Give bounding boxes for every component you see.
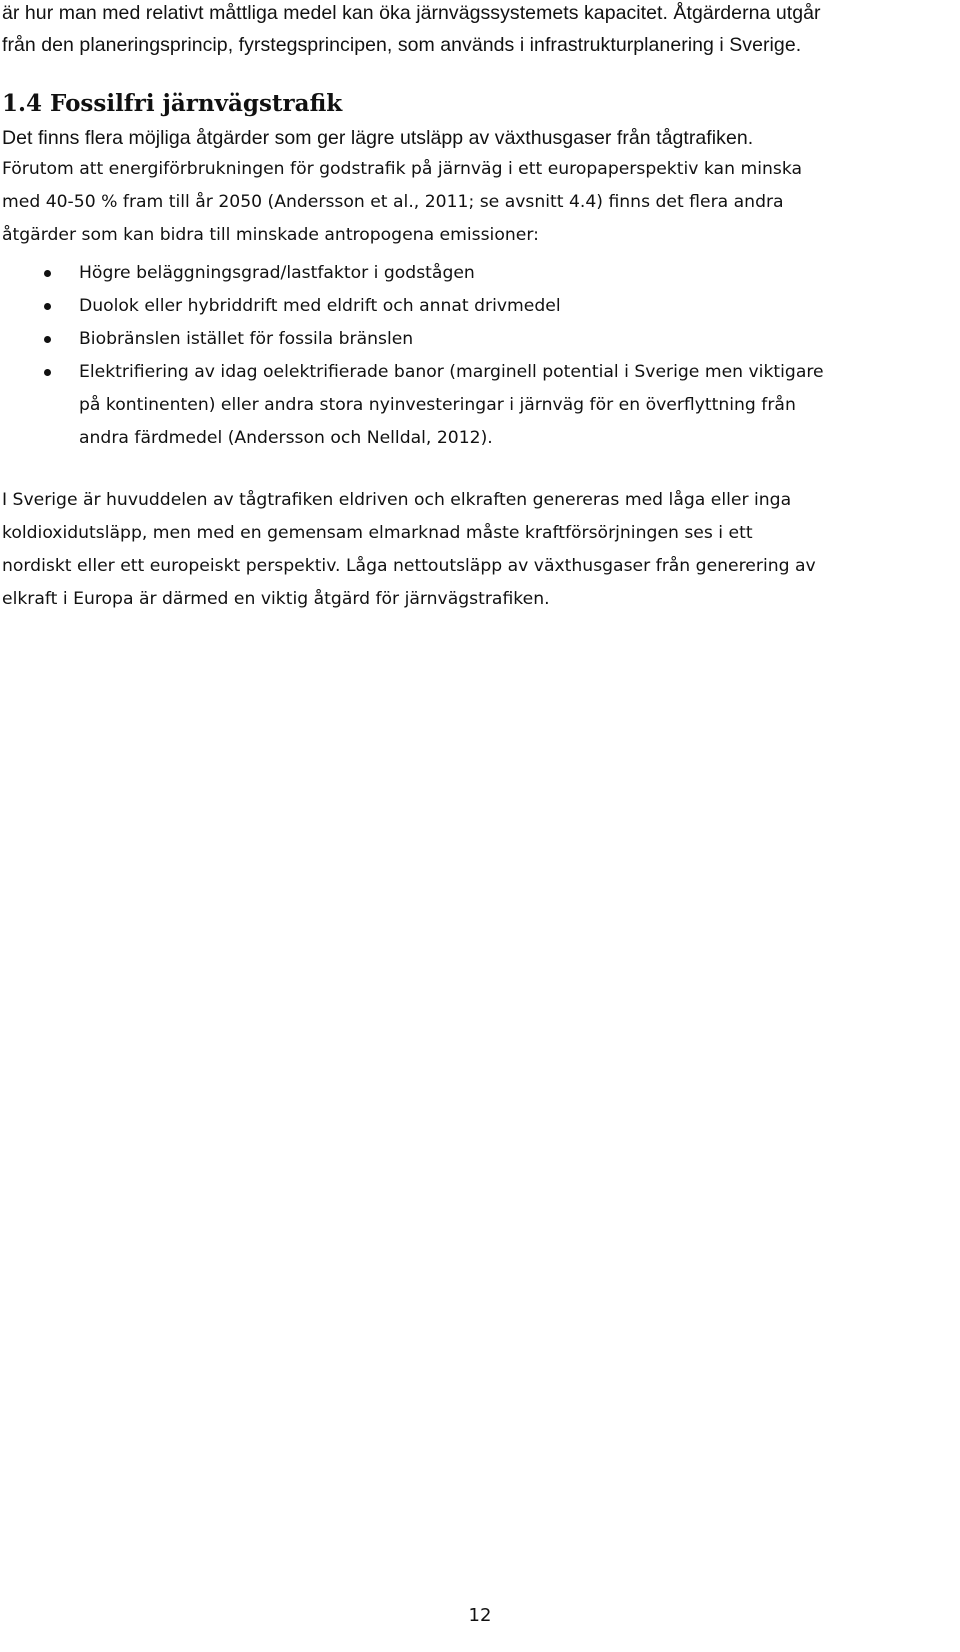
bullet-icon xyxy=(44,369,51,376)
page-number: 12 xyxy=(468,1605,492,1626)
intro-line: är hur man med relativt måttliga medel kan öka järnvägssystemets kapacitet. Åtgärderna utgår xyxy=(2,2,821,24)
section-first-line: Det finns flera möjliga åtgärder som ger lägre utsläpp av växthusgaser från tågtrafiken. xyxy=(2,127,754,149)
paragraph-line: koldioxidutsläpp, men med en gemensam elmarknad måste kraftförsörjningen ses i ett xyxy=(2,523,753,543)
section-heading: 1.4 Fossilfri järnvägstrafik xyxy=(2,90,343,117)
bullet-line: Elektrifiering av idag oelektrifierade banor (marginell potential i Sverige men viktigare xyxy=(79,362,824,382)
bullet-line: andra färdmedel (Andersson och Nelldal, 2012). xyxy=(79,428,493,448)
closing-paragraph xyxy=(2,484,942,616)
bullet-icon xyxy=(44,303,51,310)
intro-paragraph xyxy=(2,0,942,61)
paragraph-line: Förutom att energiförbrukningen för godstrafik på järnväg i ett europaperspektiv kan minska xyxy=(2,159,802,179)
bullet-line: Högre beläggningsgrad/lastfaktor i godstågen xyxy=(79,263,475,283)
paragraph-line: I Sverige är huvuddelen av tågtrafiken eldriven och elkraften genereras med låga eller inga xyxy=(2,490,792,510)
list-item xyxy=(0,290,950,323)
paragraph-line: elkraft i Europa är därmed en viktig åtgärd för järnvägstrafiken. xyxy=(2,589,550,609)
intro-line: från den planeringsprincip, fyrstegsprincipen, som används i infrastrukturplanering i Sverige. xyxy=(2,34,802,56)
measures-bullet-list xyxy=(0,257,950,455)
bullet-line: Duolok eller hybriddrift med eldrift och annat drivmedel xyxy=(79,296,561,316)
bullet-icon xyxy=(44,336,51,343)
paragraph-line: nordiskt eller ett europeiskt perspektiv. Låga nettoutsläpp av växthusgaser från generering av xyxy=(2,556,816,576)
list-item xyxy=(0,257,950,290)
paragraph-line: med 40-50 % fram till år 2050 (Andersson et al., 2011; se avsnitt 4.4) finns det flera andra xyxy=(2,192,784,212)
section-paragraph xyxy=(2,153,942,252)
section-first-line-block xyxy=(2,122,942,154)
paragraph-line: åtgärder som kan bidra till minskade antropogena emissioner: xyxy=(2,225,539,245)
list-item xyxy=(0,356,950,455)
bullet-line: på kontinenten) eller andra stora nyinvesteringar i järnväg för en överflyttning från xyxy=(79,395,796,415)
list-item xyxy=(0,323,950,356)
bullet-line: Biobränslen istället för fossila bränslen xyxy=(79,329,414,349)
bullet-icon xyxy=(44,270,51,277)
